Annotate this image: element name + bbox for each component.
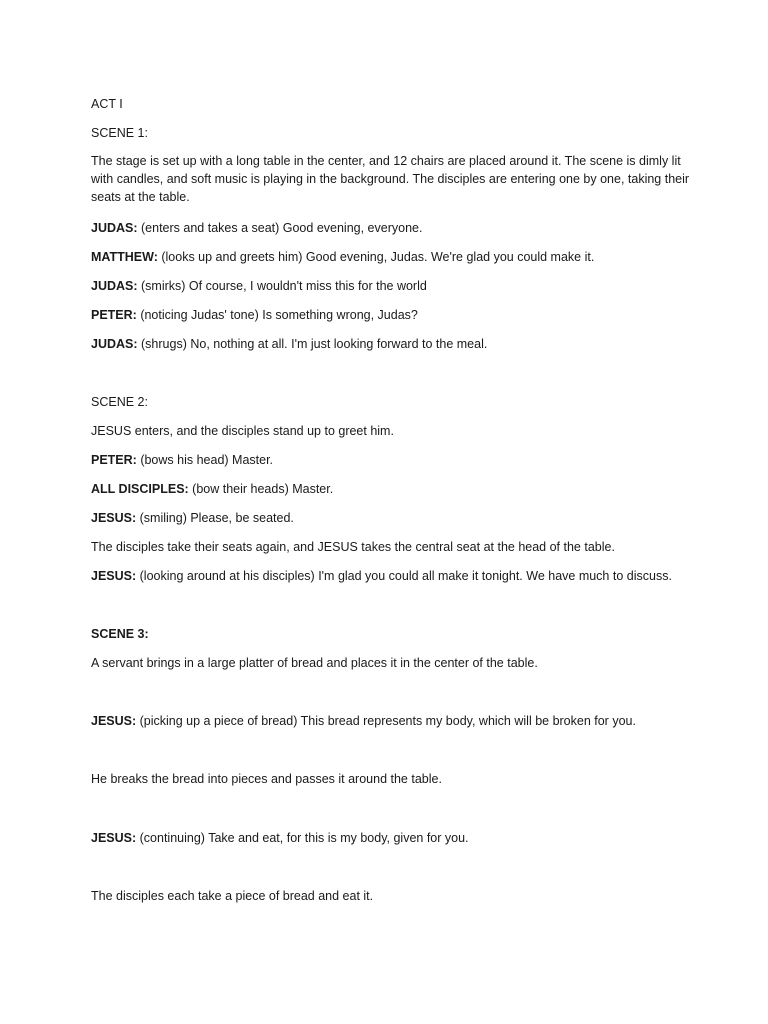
dialogue-text: (noticing Judas' tone) Is something wrong, Judas?	[136, 308, 418, 322]
dialogue-line	[91, 509, 691, 527]
speaker-name: JESUS:	[91, 511, 137, 525]
speaker-name: JUDAS:	[91, 337, 138, 351]
speaker-name: PETER:	[91, 308, 137, 322]
dialogue-line	[91, 829, 691, 847]
dialogue-text: (looks up and greets him) Good evening, Judas. We're glad you could make it.	[157, 250, 595, 264]
speaker-name: ALL DISCIPLES:	[91, 482, 189, 496]
dialogue-text: (bows his head) Master.	[136, 453, 274, 467]
speaker-name: PETER:	[91, 453, 137, 467]
dialogue-line	[91, 248, 691, 266]
scene1-heading: SCENE 1:	[91, 126, 148, 140]
dialogue-line	[91, 451, 691, 469]
scene3-stage-direction: He breaks the bread into pieces and passes it around the table.	[91, 772, 442, 786]
scene2-stage-direction: JESUS enters, and the disciples stand up to greet him.	[91, 424, 394, 438]
dialogue-text: (shrugs) No, nothing at all. I'm just looking forward to the meal.	[137, 337, 488, 351]
dialogue-text: (looking around at his disciples) I'm glad you could all make it tonight. We have much to discuss.	[136, 569, 672, 583]
speaker-name: JESUS:	[91, 714, 137, 728]
dialogue-text: (bow their heads) Master.	[188, 482, 334, 496]
speaker-name: MATTHEW:	[91, 250, 158, 264]
dialogue-line	[91, 219, 691, 237]
scene1-stage-direction: The stage is set up with a long table in the center, and 12 chairs are placed around it. The scene is dimly lit with candles, and soft music is playing in the background. The disciples are entering one by one, taking their seats at the table.	[91, 154, 690, 204]
dialogue-line	[91, 567, 711, 585]
scene3-stage-direction: The disciples each take a piece of bread and eat it.	[91, 889, 374, 903]
speaker-name: JUDAS:	[91, 279, 138, 293]
scene2-heading: SCENE 2:	[91, 395, 148, 409]
act-heading: ACT I	[91, 97, 123, 111]
dialogue-text: (smiling) Please, be seated.	[136, 511, 294, 525]
dialogue-line	[91, 480, 691, 498]
dialogue-line	[91, 306, 691, 324]
dialogue-text: (enters and takes a seat) Good evening, everyone.	[137, 221, 423, 235]
dialogue-line	[91, 335, 691, 353]
scene3-heading: SCENE 3:	[91, 627, 149, 641]
speaker-name: JESUS:	[91, 831, 137, 845]
dialogue-line	[91, 277, 691, 295]
scene3-stage-direction: A servant brings in a large platter of bread and places it in the center of the table.	[91, 656, 538, 670]
dialogue-text: (continuing) Take and eat, for this is my body, given for you.	[136, 831, 469, 845]
dialogue-text: (smirks) Of course, I wouldn't miss this for the world	[137, 279, 427, 293]
dialogue-line	[91, 712, 711, 730]
speaker-name: JUDAS:	[91, 221, 138, 235]
scene2-stage-direction: The disciples take their seats again, and JESUS takes the central seat at the head of the table.	[91, 540, 615, 554]
speaker-name: JESUS:	[91, 569, 137, 583]
dialogue-text: (picking up a piece of bread) This bread represents my body, which will be broken for you.	[136, 714, 636, 728]
